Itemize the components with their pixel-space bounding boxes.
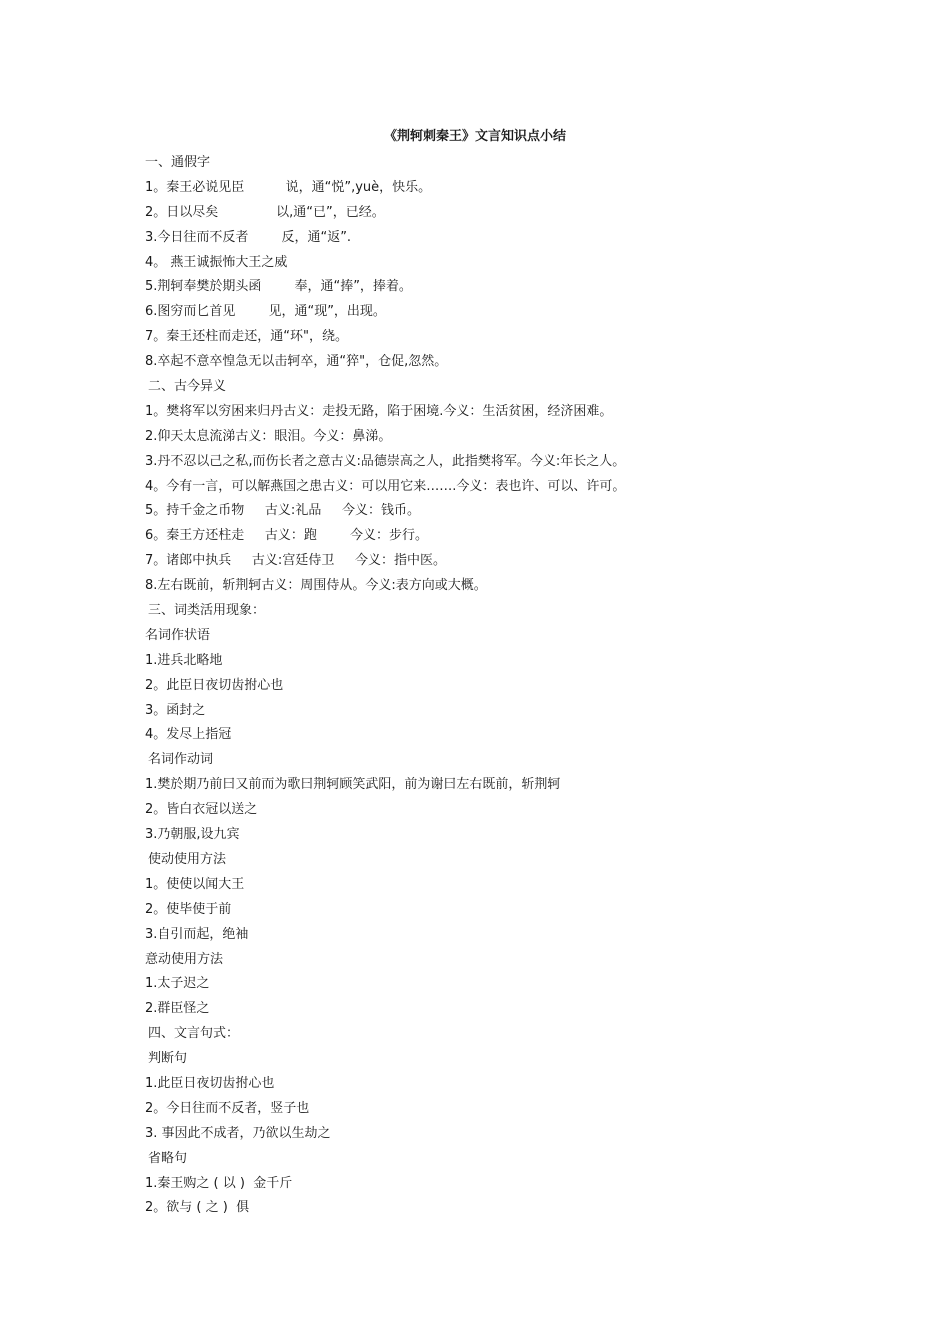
text-line: 4。 燕王诚振怖大王之威 <box>145 254 288 270</box>
text-line: 名词作状语 <box>145 627 211 643</box>
text-line: 二、古今异义 <box>148 379 227 395</box>
text-line: 1。樊将军以穷困来归丹古义：走投无路，陷于困境.今义：生活贫困，经济困难。 <box>145 403 613 419</box>
text-line: 意动使用方法 <box>145 951 224 967</box>
text-line: 2。此臣日夜切齿拊心也 <box>145 677 284 693</box>
document-body <box>145 151 845 1221</box>
text-line: 四、文言句式： <box>148 1026 240 1042</box>
text-line: 1.进兵北略地 <box>145 652 223 668</box>
text-line: 3.乃朝服,设九宾 <box>145 827 240 843</box>
text-line: 2。使毕使于前 <box>145 901 232 917</box>
text-line: 2。欲与 ( 之 ) 俱 <box>145 1200 250 1216</box>
text-line: 省略句 <box>148 1150 188 1166</box>
text-line: 3。函封之 <box>145 702 206 718</box>
text-line: 8.左右既前，斩荆轲古义：周围侍从。今义:表方向或大概。 <box>145 578 487 594</box>
text-line: 2.仰天太息流涕古义：眼泪。今义：鼻涕。 <box>145 428 392 444</box>
text-line: 1.太子迟之 <box>145 976 210 992</box>
text-line: 6.图穷而匕首见 见，通“现”，出现。 <box>145 304 386 320</box>
text-line: 8.卒起不意卒惶急无以击轲卒，通“猝"，仓促,忽然。 <box>145 354 448 370</box>
text-line: 4。今有一言，可以解燕国之患古义：可以用它来…….今义：表也许、可以、许可。 <box>145 478 626 494</box>
text-line: 1。秦王必说见臣 说，通“悦”,yuè，快乐。 <box>145 179 432 195</box>
text-line: 1.秦王购之 ( 以 ) 金千斤 <box>145 1175 293 1191</box>
text-line: 5.荆轲奉樊於期头函 奉，通“捧”，捧着。 <box>145 279 412 295</box>
text-line: 2。皆白衣冠以送之 <box>145 802 258 818</box>
text-line: 名词作动词 <box>148 752 214 768</box>
text-line: 4。发尽上指冠 <box>145 727 232 743</box>
text-line: 3.自引而起，绝袖 <box>145 926 249 942</box>
text-line: 使动使用方法 <box>148 851 227 867</box>
text-line: 7。秦王还柱而走还，通“环"，绕。 <box>145 329 348 345</box>
text-line: 2.群臣怪之 <box>145 1001 210 1017</box>
text-line: 3. 事因此不成者，乃欲以生劫之 <box>145 1125 331 1141</box>
text-line: 2。日以尽矣 以,通“已”，已经。 <box>145 204 385 220</box>
text-line: 2。今日往而不反者，竖子也 <box>145 1100 310 1116</box>
text-line: 1。使使以闻大王 <box>145 876 245 892</box>
document-title: 《荆轲刺秦王》文言知识点小结 <box>383 129 566 144</box>
text-line: 1.此臣日夜切齿拊心也 <box>145 1075 275 1091</box>
text-line: 3.丹不忍以己之私,而伤长者之意古义:品德崇高之人，此指樊将军。今义:年长之人。 <box>145 453 626 469</box>
text-line: 一、通假字 <box>145 155 211 170</box>
text-line: 判断句 <box>148 1051 188 1067</box>
text-line: 6。秦王方还柱走 古义：跑 今义：步行。 <box>145 528 428 544</box>
text-line: 1.樊於期乃前曰又前而为歌曰荆轲顾笑武阳，前为谢曰左右既前，斩荆轲 <box>145 777 561 793</box>
text-line: 三、词类活用现象： <box>148 603 266 619</box>
text-line: 5。持千金之币物 古义:礼品 今义：钱币。 <box>145 503 420 519</box>
text-line: 7。诸郎中执兵 古义:宫廷侍卫 今义：指中医。 <box>145 553 446 569</box>
text-line: 3.今日往而不反者 反，通“返”. <box>145 229 352 245</box>
